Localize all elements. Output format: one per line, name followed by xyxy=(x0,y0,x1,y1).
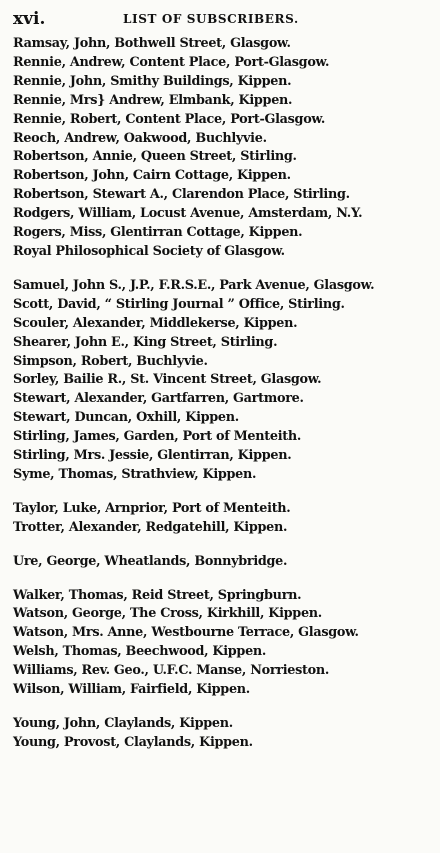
subscriber-entry: Rennie, Andrew, Content Place, Port-Glasgow. xyxy=(13,54,330,70)
subscriber-entry: Wilson, William, Fairfield, Kippen. xyxy=(13,682,250,698)
subscriber-entry: Williams, Rev. Geo., U.F.C. Manse, Norrieston. xyxy=(13,663,330,679)
group-spacer xyxy=(13,485,432,500)
subscriber-entry: Reoch, Andrew, Oakwood, Buchlyvie. xyxy=(13,130,267,146)
subscriber-entry: Robertson, Stewart A., Clarendon Place, Stirling. xyxy=(13,187,350,203)
subscriber-entry: Ure, George, Wheatlands, Bonnybridge. xyxy=(13,553,288,569)
subscriber-entry: Simpson, Robert, Buchlyvie. xyxy=(13,353,208,369)
subscriber-entry: Rennie, Robert, Content Place, Port-Glasgow. xyxy=(13,111,326,127)
group-spacer xyxy=(13,538,432,553)
subscriber-entry: Stirling, James, Garden, Port of Menteith. xyxy=(13,429,302,445)
subscriber-entry: Royal Philosophical Society of Glasgow. xyxy=(13,243,285,259)
page-number: xvi. xyxy=(13,9,46,29)
subscriber-entry: Trotter, Alexander, Redgatehill, Kippen. xyxy=(13,519,288,535)
running-head: LIST OF SUBSCRIBERS. xyxy=(123,12,299,26)
subscriber-entry: Young, Provost, Claylands, Kippen. xyxy=(13,734,253,750)
subscriber-entry: Shearer, John E., King Street, Stirling. xyxy=(13,334,278,350)
subscriber-entry: Taylor, Luke, Arnprior, Port of Menteith. xyxy=(13,500,291,516)
subscriber-entry: Young, John, Claylands, Kippen. xyxy=(13,716,233,731)
subscriber-entry: Robertson, Annie, Queen Street, Stirling. xyxy=(13,149,297,165)
subscriber-list xyxy=(13,35,432,753)
subscriber-entry: Scott, David, “ Stirling Journal ” Office, Stirling. xyxy=(13,296,345,312)
subscriber-entry: Samuel, John S., J.P., F.R.S.E., Park Avenue, Glasgow. xyxy=(13,277,375,293)
subscriber-entry: Robertson, John, Cairn Cottage, Kippen. xyxy=(13,168,291,184)
subscriber-entry: Stirling, Mrs. Jessie, Glentirran, Kippen. xyxy=(13,448,292,464)
subscriber-entry: Syme, Thomas, Strathview, Kippen. xyxy=(13,466,257,482)
subscriber-entry: Welsh, Thomas, Beechwood, Kippen. xyxy=(13,644,267,660)
subscriber-entry: Scouler, Alexander, Middlekerse, Kippen. xyxy=(13,315,298,331)
subscriber-entry: Rogers, Miss, Glentirran Cottage, Kippen. xyxy=(13,225,303,241)
subscriber-entry: Ramsay, John, Bothwell Street, Glasgow. xyxy=(13,36,291,51)
subscriber-entry: Stewart, Alexander, Gartfarren, Gartmore. xyxy=(13,391,304,407)
subscriber-entry: Watson, Mrs. Anne, Westbourne Terrace, Glasgow. xyxy=(13,625,359,641)
page-header xyxy=(13,9,432,33)
group-spacer xyxy=(13,262,432,277)
subscriber-entry: Walker, Thomas, Reid Street, Springburn. xyxy=(13,587,302,603)
subscriber-entry: Rennie, John, Smithy Buildings, Kippen. xyxy=(13,73,292,89)
subscriber-entry: Stewart, Duncan, Oxhill, Kippen. xyxy=(13,410,239,426)
subscriber-entry: Rodgers, William, Locust Avenue, Amsterdam, N.Y. xyxy=(13,206,363,222)
subscriber-entry: Sorley, Bailie R., St. Vincent Street, Glasgow. xyxy=(13,372,322,388)
group-spacer xyxy=(13,700,432,715)
subscriber-entry: Rennie, Mrs} Andrew, Elmbank, Kippen. xyxy=(13,92,293,108)
group-spacer xyxy=(13,572,432,587)
subscriber-entry: Watson, George, The Cross, Kirkhill, Kippen. xyxy=(13,606,322,622)
